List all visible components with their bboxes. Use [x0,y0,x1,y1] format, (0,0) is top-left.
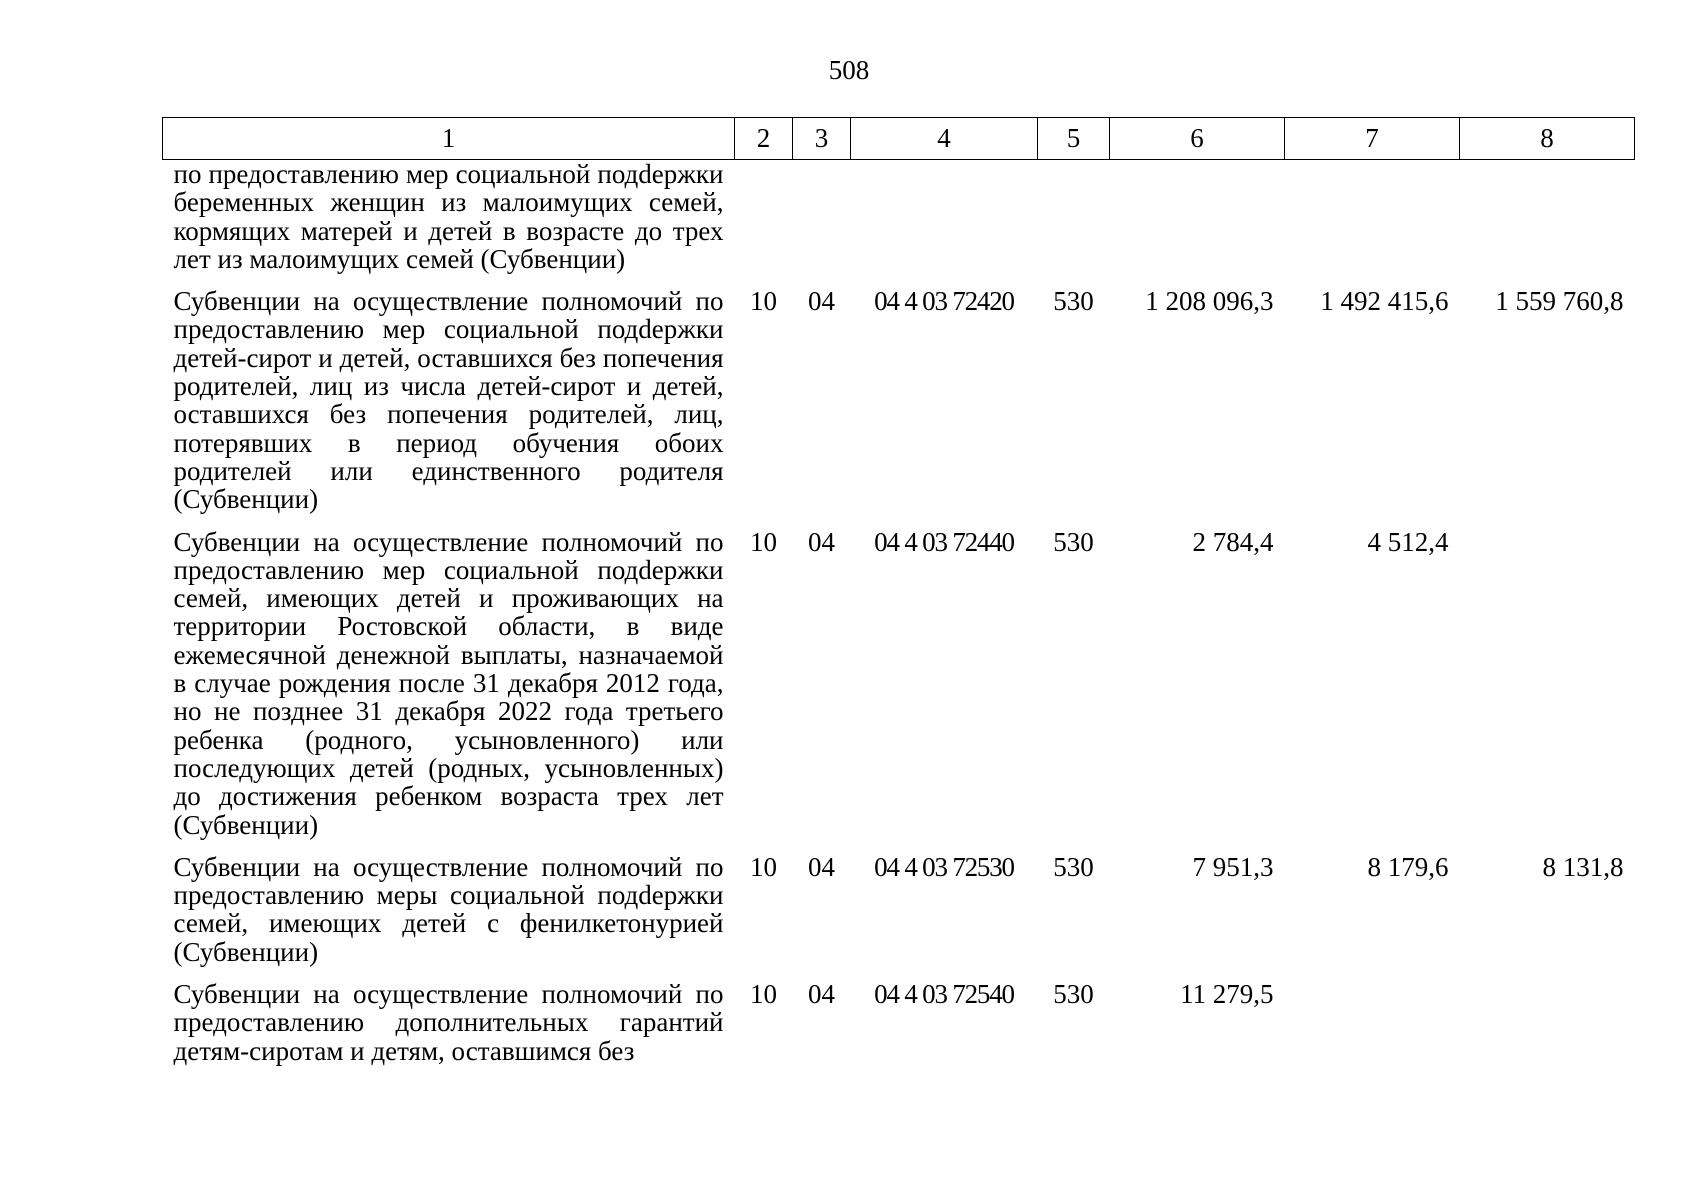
amount-col-8 [1460,528,1635,853]
subsection-code: 04 [808,851,835,882]
column-number-1: 1 [163,118,735,160]
subsection-code: 04 [808,526,835,557]
amount-col-6 [1110,160,1285,288]
subsection-code [793,160,851,288]
column-number-7: 7 [1285,118,1460,160]
section-code: 10 [750,526,777,557]
column-number-5: 5 [1038,118,1110,160]
amount-col-8: 1 559 760,8 [1495,286,1624,317]
amount-col-8 [1460,980,1635,1079]
subsection-code: 04 [808,286,835,317]
expense-type-code: 530 [1053,286,1094,317]
target-article-code: 04 4 03 72540 [874,979,1014,1010]
table-row [163,287,1635,527]
amount-col-6: 1 208 096,3 [1145,286,1274,317]
row-description: Субвенции на осуществление полномочий по предоставлению мер социальной подdержки детей-сирот и детей, оставшихся без попечения родителей, лиц из числа детей-сирот и детей, оставшихся без попечения родителей, лиц, потерявших в период обучения обоих родителей или единственного родителя (Субвенции) [173,286,724,515]
subsection-code: 04 [808,979,835,1010]
row-description: Субвенции на осуществление полномочий по предоставлению мер социальной подdержки семей, имеющих детей и проживающих на территории Ростовской области, в виде ежемесячной денежной выплаты, назначаемой в случае рождения после 31 декабря 2012 года, но не позднее 31 декабря 2022 года третьего ребенка (родного, усыновленного) или последующих детей (родных, усыновленных) до достижения ребенком возраста трех лет (Субвенции) [173,526,724,840]
target-article-code: 04 4 03 72420 [874,286,1014,317]
table-row [163,160,1635,288]
table-row [163,980,1635,1079]
table-row [163,853,1635,980]
section-code [735,160,793,288]
column-number-4: 4 [851,118,1038,160]
column-number-2: 2 [735,118,793,160]
row-description: по предоставлению мер социальной подdержки беременных женщин из малоимущих семей, кормящих матерей и детей в возрасте до трех лет из малоимущих семей (Субвенции) [173,159,724,274]
amount-col-7: 1 492 415,6 [1320,286,1449,317]
header-row [163,118,1635,160]
amount-col-8: 8 131,8 [1542,851,1624,882]
target-article-code [851,160,1038,288]
expense-type-code: 530 [1053,526,1094,557]
target-article-code: 04 4 03 72440 [874,526,1014,557]
column-number-8: 8 [1460,118,1635,160]
amount-col-7: 8 179,6 [1367,851,1449,882]
target-article-code: 04 4 03 72530 [874,851,1014,882]
amount-col-6: 2 784,4 [1192,526,1274,557]
amount-col-8 [1460,160,1635,288]
table-row [163,528,1635,853]
column-number-6: 6 [1110,118,1285,160]
amount-col-6: 7 951,3 [1192,851,1274,882]
amount-col-7 [1285,160,1460,288]
expense-type-code [1038,160,1110,288]
section-code: 10 [750,286,777,317]
section-code: 10 [750,851,777,882]
expense-type-code: 530 [1053,979,1094,1010]
budget-table [162,117,1635,1079]
row-description: Субвенции на осуществление полномочий по предоставлению меры социальной подdержки семей, имеющих детей с фенилкетонурией (Субвенции) [173,851,724,967]
expense-type-code: 530 [1053,851,1094,882]
row-description: Субвенции на осуществление полномочий по предоставлению дополнительных гарантий детям-сиротам и детям, оставшимся без [173,979,724,1066]
amount-col-7: 4 512,4 [1367,526,1449,557]
table-header [163,118,1635,160]
page-number: 508 [828,55,870,85]
section-code: 10 [750,979,777,1010]
amount-col-6: 11 279,5 [1180,979,1274,1010]
table-body [163,160,1635,1079]
column-number-3: 3 [793,118,851,160]
amount-col-7 [1285,980,1460,1079]
